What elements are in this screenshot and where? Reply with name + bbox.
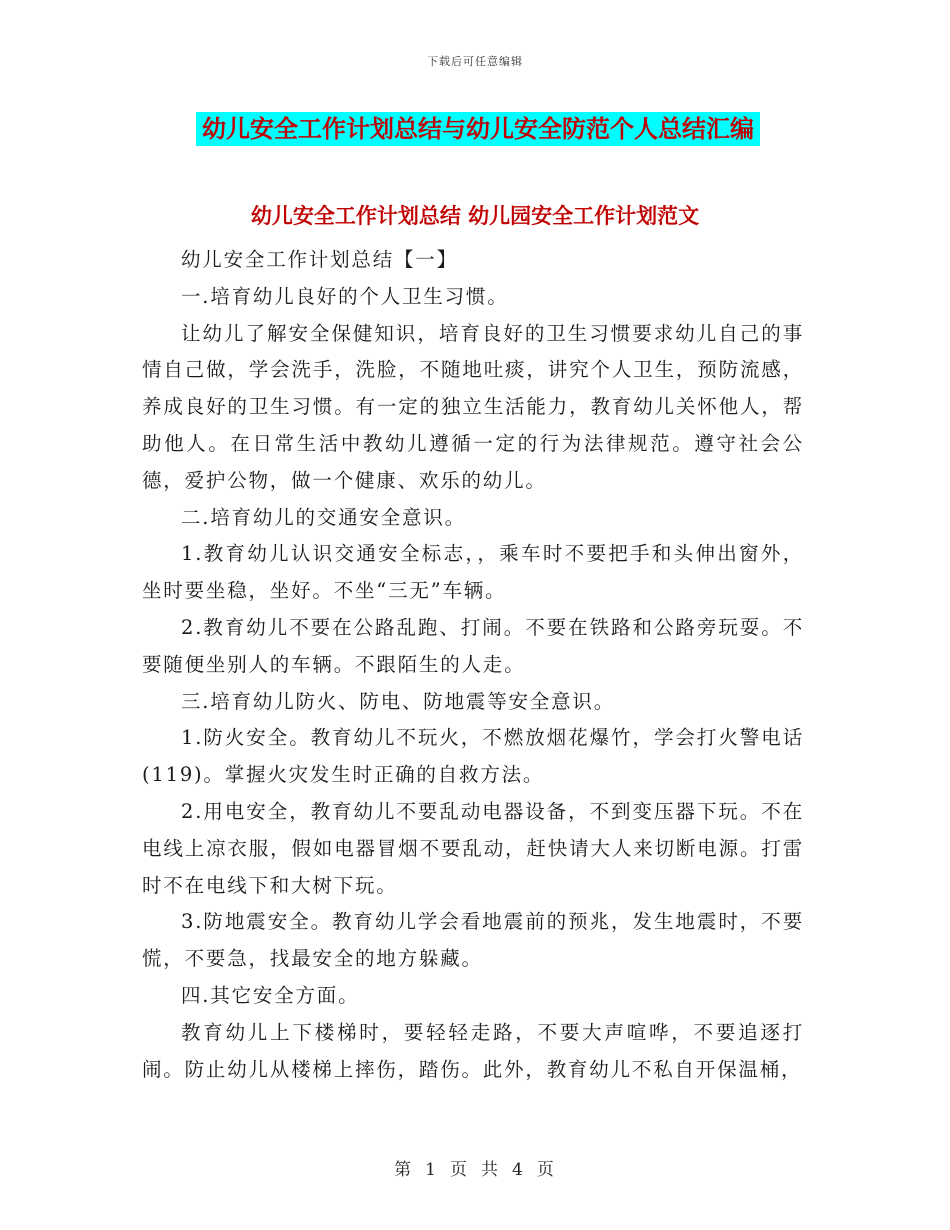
paragraph: 3.防地震安全。教育幼儿学会看地震前的预兆，发生地震时，不要慌，不要急，找最安全的地方躲藏。 xyxy=(142,910,804,971)
footer-label-page: 第 xyxy=(394,1160,414,1180)
paragraph: 三.培育幼儿防火、防电、防地震等安全意识。 xyxy=(181,689,615,713)
paragraph: 四.其它安全方面。 xyxy=(181,983,360,1007)
main-title: 幼儿安全工作计划总结与幼儿安全防范个人总结汇编 xyxy=(202,115,754,143)
sub-title: 幼儿安全工作计划总结 幼儿园安全工作计划范文 xyxy=(250,204,700,228)
paragraph: 二.培育幼儿的交通安全意识。 xyxy=(181,505,466,529)
paragraph: 1.教育幼儿认识交通安全标志，，乘车时不要把手和头伸出窗外，坐时要坐稳，坐好。不坐“三无”车辆。 xyxy=(142,542,804,603)
paragraph: 2.教育幼儿不要在公路乱跑、打闹。不要在铁路和公路旁玩耍。不要随便坐别人的车辆。不跟陌生的人走。 xyxy=(142,615,804,676)
footer-label-page-unit: 页 xyxy=(450,1160,469,1180)
footer-current-page: 1 xyxy=(425,1160,438,1180)
paragraph: 2.用电安全，教育幼儿不要乱动电器设备，不到变压器下玩。不在电线上凉衣服，假如电器冒烟不要乱动，赶快请大人来切断电源。打雷时不在电线下和大树下玩。 xyxy=(142,799,804,897)
footer-label-total-unit: 页 xyxy=(536,1160,556,1180)
paragraph: 教育幼儿上下楼梯时，要轻轻走路，不要大声喧哗，不要追逐打闹。防止幼儿从楼梯上摔伤，踏伤。此外，教育幼儿不私自开保温桶， xyxy=(142,1020,804,1081)
section-heading: 幼儿安全工作计划总结【一】 xyxy=(181,248,458,271)
paragraph: 1.防火安全。教育幼儿不玩火，不燃放烟花爆竹，学会打火警电话(119)。掌握火灾发生时正确的自救方法。 xyxy=(142,726,804,787)
page-footer xyxy=(0,1155,950,1180)
header-note: 下载后可任意编辑 xyxy=(427,55,523,68)
paragraph: 让幼儿了解安全保健知识，培育良好的卫生习惯要求幼儿自己的事情自己做，学会洗手，洗脸，不随地吐痰，讲究个人卫生，预防流感，养成良好的卫生习惯。有一定的独立生活能力，教育幼儿关怀他人，帮助他人。在日常生活中教幼儿遵循一定的行为法律规范。遵守社会公德，爱护公物，做一个健康、欢乐的幼儿。 xyxy=(142,321,804,492)
paragraph: 一.培育幼儿良好的个人卫生习惯。 xyxy=(181,284,509,308)
document-body xyxy=(142,222,804,1088)
footer-total-pages: 4 xyxy=(512,1160,525,1180)
main-title-highlight xyxy=(196,112,760,146)
footer-label-total: 共 xyxy=(481,1160,500,1180)
